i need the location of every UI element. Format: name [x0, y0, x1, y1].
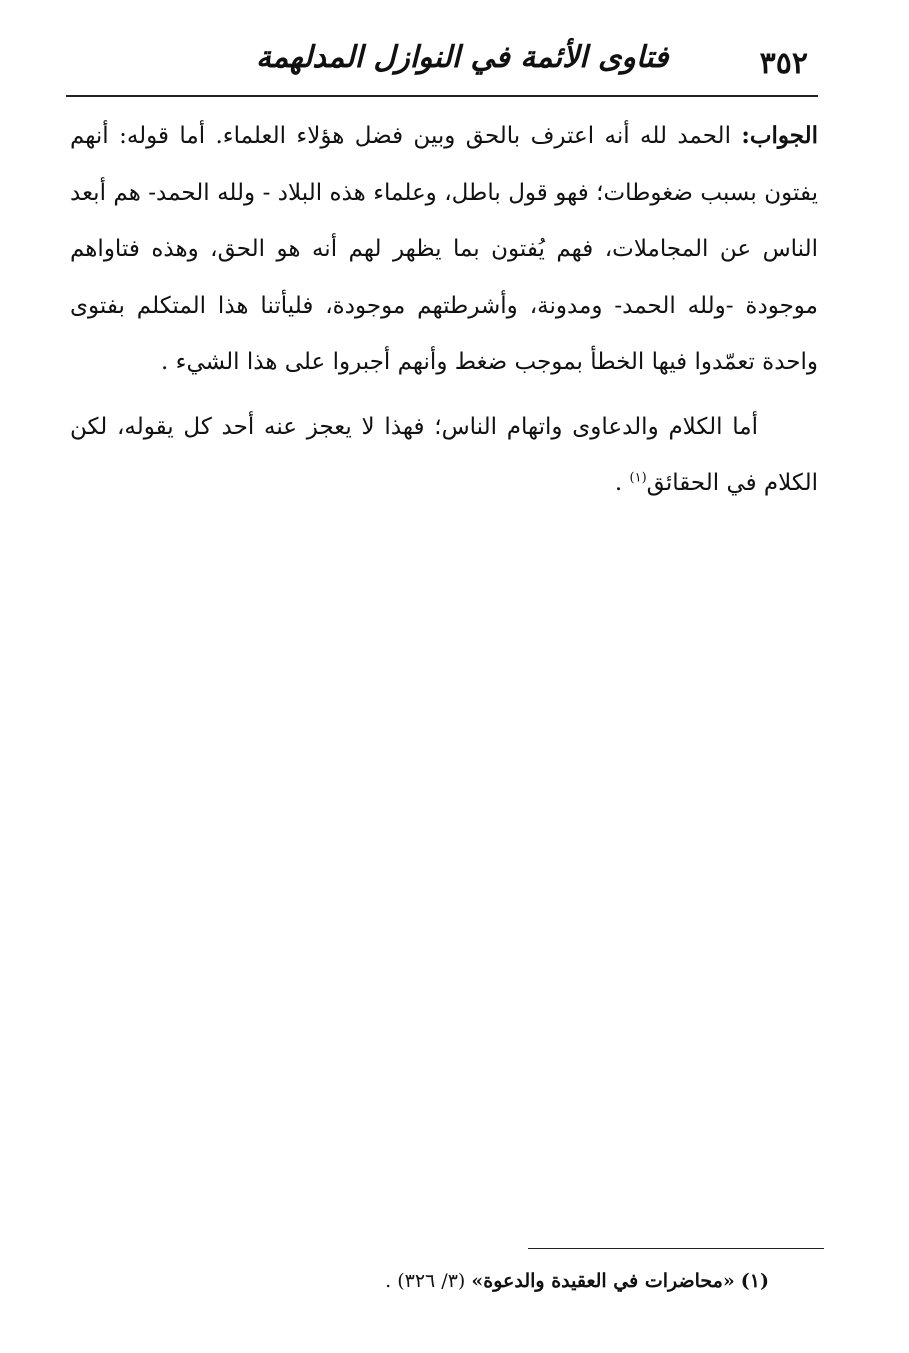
answer-text: الحمد لله أنه اعترف بالحق وبين فضل هؤلاء العلماء. أما قوله: أنهم يفتون بسبب ضغوطات؛ فهو قول باطل، وعلماء هذه البلاد - ولله الحمد- هم أبعد الناس عن المجاملات، فهم يُفتون بما يظهر لهم أنه هو الحق، وهذه فتاواهم موجودة -ولله الحمد- ومدونة، وأشرطتهم موجودة، فليأتنا هذا المتكلم بفتوى واحدة تعمّدوا فيها الخطأ بموجب ضغط وأنهم أجبروا على هذا الشيء .: [70, 123, 818, 375]
footnote-source-title: «محاضرات في العقيدة والدعوة»: [471, 1270, 735, 1292]
answer-label: الجواب:: [741, 122, 818, 149]
footnote-number: (١): [740, 1270, 769, 1292]
book-title: فتاوى الأئمة في النوازل المدلهمة: [256, 40, 669, 75]
footnote: [385, 1270, 769, 1292]
page-number: ٣٥٢: [759, 46, 808, 81]
running-header: [66, 40, 818, 94]
main-text: [70, 108, 818, 512]
footnote-citation: (٣/ ٣٢٦) .: [385, 1270, 472, 1292]
second-paragraph-text: أما الكلام والدعاوى واتهام الناس؛ فهذا لا يعجز عنه أحد كل يقوله، لكن الكلام في الحقائق: [70, 413, 818, 496]
footnote-reference[interactable]: (١): [629, 470, 647, 486]
answer-paragraph: [70, 108, 818, 391]
footnote-rule: [528, 1248, 824, 1249]
second-paragraph-end: .: [614, 470, 630, 496]
second-paragraph: [70, 399, 818, 512]
header-rule: [66, 95, 818, 97]
